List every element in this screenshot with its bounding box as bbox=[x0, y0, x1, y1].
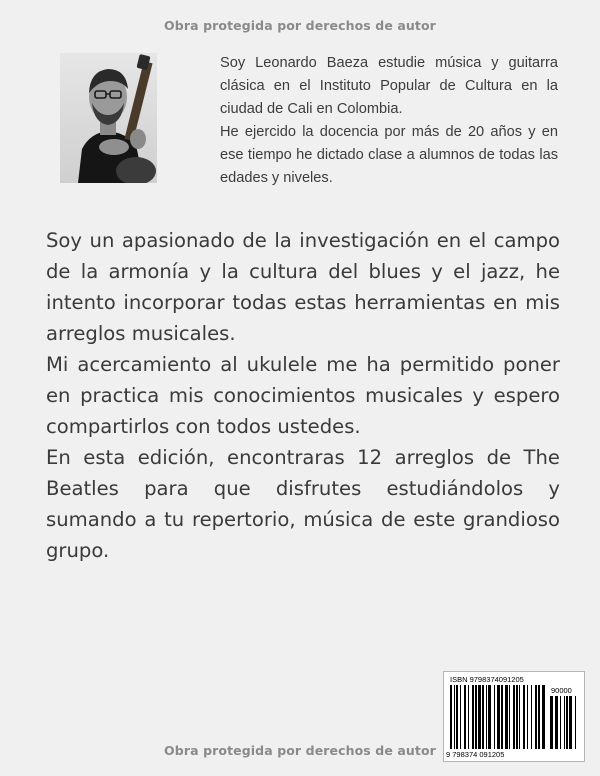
barcode-bar bbox=[478, 685, 481, 749]
bio-paragraph-1: Soy Leonardo Baeza estudie música y guitarra clásica en el Instituto Popular de Cultura en la ciudad de Cali en Colombia. bbox=[220, 55, 558, 117]
main-text bbox=[46, 225, 560, 566]
barcode-bar bbox=[468, 685, 469, 749]
barcode-bar bbox=[569, 696, 572, 749]
barcode-addon-bars bbox=[550, 696, 580, 749]
barcode-bar bbox=[505, 685, 508, 749]
barcode-bars bbox=[450, 685, 546, 749]
barcode-bar bbox=[531, 685, 532, 749]
barcode-bar bbox=[519, 685, 520, 749]
barcode-bar bbox=[464, 685, 466, 749]
barcode-bar bbox=[497, 685, 500, 749]
barcode-bar bbox=[575, 696, 576, 749]
barcode-bar bbox=[560, 696, 561, 749]
barcode-bar bbox=[486, 685, 487, 749]
barcode-bar bbox=[538, 685, 540, 749]
barcode-bar bbox=[555, 696, 558, 749]
bio-paragraph-2: He ejercido la docencia por más de 20 años y en ese tiempo he dictado clase a alumnos de todas las edades y niveles. bbox=[220, 124, 558, 186]
isbn-digits: 9 798374 091205 bbox=[446, 750, 505, 759]
barcode-bar bbox=[566, 696, 568, 749]
barcode-bar bbox=[523, 685, 525, 749]
barcode-bar bbox=[513, 685, 515, 749]
main-paragraph-1: Soy un apasionado de la investigación en el campo de la armonía y la cultura del blues y el jazz, he intento incorporar todas estas herramientas en mis arreglos musicales. bbox=[46, 229, 560, 345]
barcode-bar bbox=[564, 696, 565, 749]
barcode-bar bbox=[482, 685, 484, 749]
barcode-bar bbox=[472, 685, 474, 749]
barcode-bar bbox=[501, 685, 503, 749]
barcode-bar bbox=[527, 685, 528, 749]
barcode-bar bbox=[509, 685, 510, 749]
author-bio bbox=[220, 52, 558, 190]
barcode-bar bbox=[450, 685, 452, 749]
barcode-bar bbox=[550, 696, 553, 749]
price-code: 90000 bbox=[551, 686, 572, 695]
main-paragraph-2: Mi acercamiento al ukulele me ha permitido poner en practica mis conocimientos musicales y espero compartirlos con todos ustedes. bbox=[46, 353, 560, 438]
copyright-watermark-top: Obra protegida por derechos de autor bbox=[164, 18, 436, 33]
author-photo bbox=[60, 53, 157, 183]
barcode-bar bbox=[516, 685, 518, 749]
barcode-bar bbox=[535, 685, 537, 749]
barcode-bar bbox=[460, 685, 461, 749]
barcode-bar bbox=[494, 685, 495, 749]
barcode-bar bbox=[475, 685, 477, 749]
barcode-bar bbox=[488, 685, 491, 749]
barcode-bar bbox=[542, 685, 545, 749]
barcode-bar bbox=[456, 685, 458, 749]
barcode-bar bbox=[454, 685, 455, 749]
copyright-watermark-bottom: Obra protegida por derechos de autor bbox=[164, 743, 436, 758]
isbn-label: ISBN 9798374091205 bbox=[450, 675, 524, 684]
main-paragraph-3: En esta edición, encontraras 12 arreglos de The Beatles para que disfrutes estudiándolos y sumando a tu repertorio, música de este grandioso grupo. bbox=[46, 446, 560, 562]
